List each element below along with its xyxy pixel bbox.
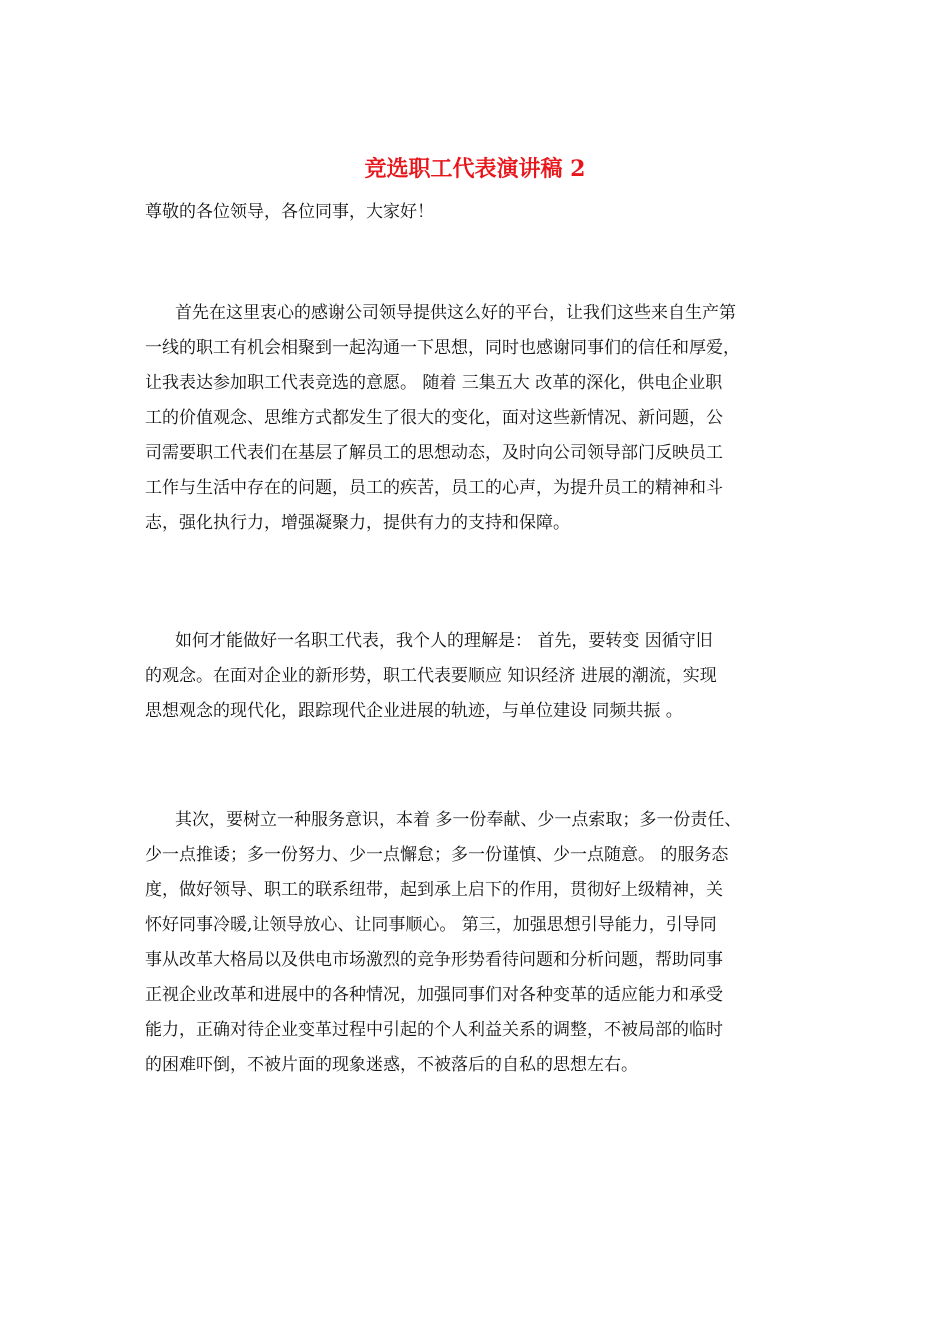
paragraph-line: 怀好同事冷暖,让领导放心、让同事顺心。 第三，加强思想引导能力，引导同	[145, 915, 717, 935]
paragraph-line: 一线的职工有机会相聚到一起沟通一下思想，同时也感谢同事们的信任和厚爱，	[145, 338, 740, 358]
paragraph-line: 首先在这里衷心的感谢公司领导提供这么好的平台，让我们这些来自生产第	[175, 303, 736, 323]
paragraph-line: 度，做好领导、职工的联系纽带，起到承上启下的作用，贯彻好上级精神，关	[145, 880, 723, 900]
paragraph-line: 让我表达参加职工代表竞选的意愿。 随着 三集五大 改革的深化，供电企业职	[145, 373, 723, 393]
paragraph-line: 志，强化执行力，增强凝聚力，提供有力的支持和保障。	[145, 513, 570, 533]
greeting-line: 尊敬的各位领导，各位同事，大家好！	[145, 202, 434, 222]
document-title: 竞选职工代表演讲稿 2	[364, 156, 586, 182]
paragraph-line: 少一点推诿；多一份努力、少一点懈怠；多一份谨慎、少一点随意。 的服务态	[145, 845, 729, 865]
paragraph-3	[145, 803, 813, 1083]
paragraph-line: 工作与生活中存在的问题，员工的疾苦，员工的心声，为提升员工的精神和斗	[145, 478, 723, 498]
paragraph-line: 能力，正确对待企业变革过程中引起的个人利益关系的调整，不被局部的临时	[145, 1020, 723, 1040]
paragraph-line: 的观念。在面对企业的新形势，职工代表要顺应 知识经济 进展的潮流，实现	[145, 666, 717, 686]
paragraph-line: 如何才能做好一名职工代表，我个人的理解是： 首先，要转变 因循守旧	[175, 631, 713, 651]
paragraph-line: 司需要职工代表们在基层了解员工的思想动态，及时向公司领导部门反映员工	[145, 443, 723, 463]
paragraph-line: 工的价值观念、思维方式都发生了很大的变化，面对这些新情况、新问题，公	[145, 408, 723, 428]
paragraph-line: 正视企业改革和进展中的各种情况，加强同事们对各种变革的适应能力和承受	[145, 985, 723, 1005]
paragraph-line: 事从改革大格局以及供电市场激烈的竞争形势看待问题和分析问题，帮助同事	[145, 950, 723, 970]
paragraph-line: 思想观念的现代化，跟踪现代企业进展的轨迹，与单位建设 同频共振 。	[145, 701, 683, 721]
paragraph-line: 其次，要树立一种服务意识，本着 多一份奉献、少一点索取；多一份责任、	[175, 810, 742, 830]
paragraph-1	[145, 296, 813, 541]
paragraph-line: 的困难吓倒，不被片面的现象迷惑，不被落后的自私的思想左右。	[145, 1055, 638, 1075]
paragraph-2	[145, 624, 813, 729]
